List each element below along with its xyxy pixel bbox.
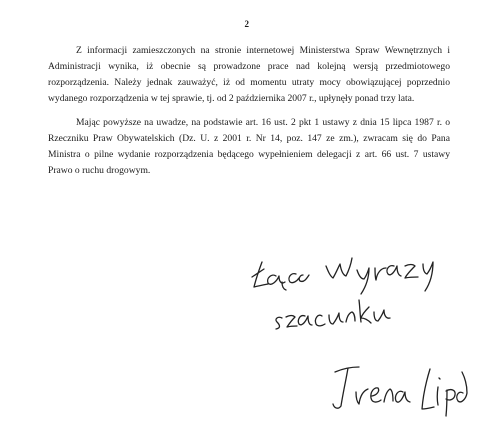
closing-line-1-handwriting (252, 258, 433, 294)
closing-line-2-handwriting (276, 300, 390, 329)
paragraph-2: Mając powyższe na uwadze, na podstawie art. 16 ust. 2 pkt 1 ustawy z dnia 15 lipca 1987 r. o Rzeczniku Praw Obywatelskich (Dz. U. z 2001 r. Nr 14, poz. 147 ze zm.), zwracam się do Pana Ministra o pilne wydanie rozporządzenia będącego wypełnieniem delegacji z art. 66 ust. 7 ustawy Prawo o ruchu drogowym. (48, 117, 450, 176)
signature-handwriting (333, 367, 467, 416)
paragraph-1: Z informacji zamieszczonych na stronie internetowej Ministerstwa Spraw Wewnętrznych i Administracji wynika, iż obecnie są prowadzone prace nad kolejną wersją przedmiotowego rozporządzenia. Należy jednak zauważyć, iż od momentu utraty mocy obowiązującej poprzednio wydanego rozporządzenia w tej sprawie, tj. od 2 października 2007 r., upłynęły ponad trzy lata. (48, 45, 450, 104)
page-number: 2 (244, 19, 250, 29)
letter-body (48, 43, 450, 179)
